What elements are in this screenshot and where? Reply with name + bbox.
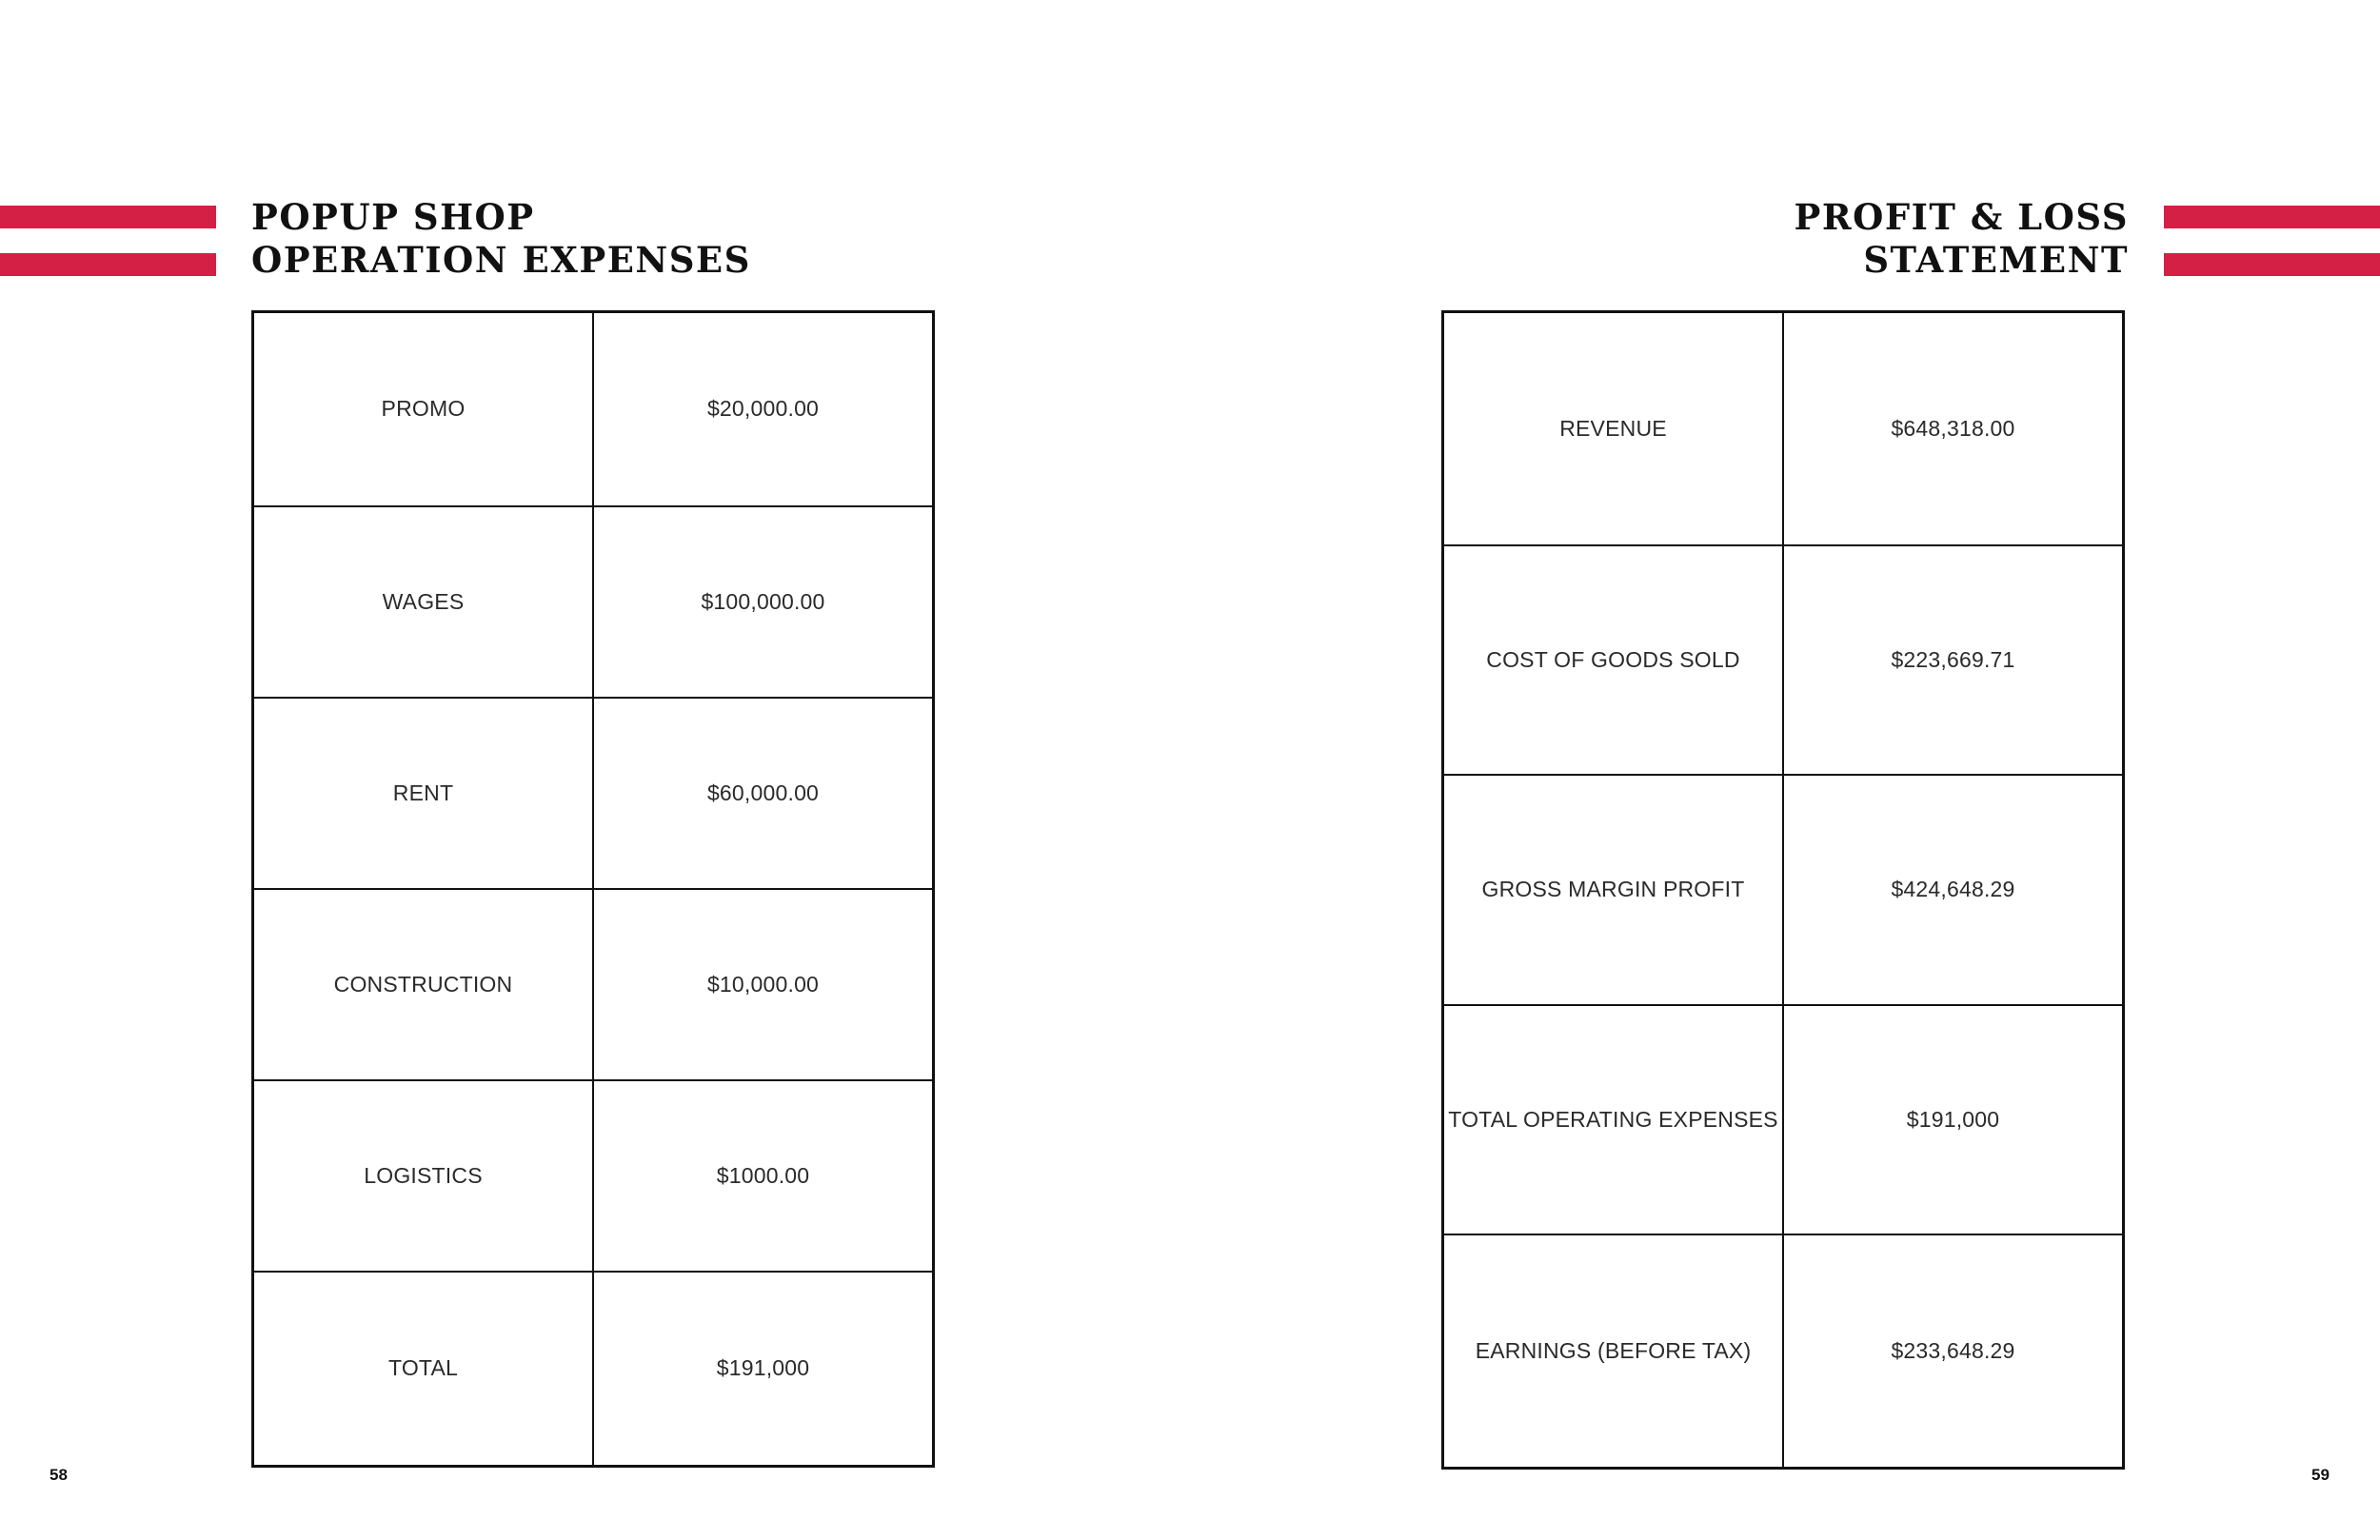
expense-amount: $1000.00	[593, 1080, 934, 1272]
left-page-title-line-2: OPERATION EXPENSES	[251, 239, 751, 281]
left-accent-stripe-bottom	[0, 253, 216, 276]
statement-amount: $223,669.71	[1783, 545, 2124, 775]
statement-label: REVENUE	[1443, 312, 1784, 545]
table-row	[1443, 1234, 2124, 1469]
right-page-number: 59	[2311, 1466, 2330, 1484]
left-accent-stripe-top	[0, 206, 216, 228]
expense-total-label: TOTAL	[253, 1272, 594, 1467]
right-accent-stripe-bottom	[2164, 253, 2380, 276]
statement-label: TOTAL OPERATING EXPENSES	[1443, 1005, 1784, 1234]
table-row	[253, 506, 934, 698]
expense-total-amount: $191,000	[593, 1272, 934, 1467]
profit-loss-table	[1441, 310, 2125, 1470]
table-row	[253, 1080, 934, 1272]
table-row	[1443, 1005, 2124, 1234]
expense-label: PROMO	[253, 312, 594, 506]
expense-label: CONSTRUCTION	[253, 889, 594, 1080]
table-row	[1443, 545, 2124, 775]
expense-amount: $10,000.00	[593, 889, 934, 1080]
table-row	[253, 312, 934, 506]
statement-amount: $233,648.29	[1783, 1234, 2124, 1469]
table-row	[1443, 775, 2124, 1004]
right-page-title	[1795, 196, 2129, 282]
expense-label: WAGES	[253, 506, 594, 698]
expense-amount: $100,000.00	[593, 506, 934, 698]
statement-amount: $191,000	[1783, 1005, 2124, 1234]
expense-amount: $20,000.00	[593, 312, 934, 506]
expense-amount: $60,000.00	[593, 698, 934, 889]
table-row	[253, 1272, 934, 1467]
right-accent-stripe-top	[2164, 206, 2380, 228]
statement-label: GROSS MARGIN PROFIT	[1443, 775, 1784, 1004]
statement-label: EARNINGS (BEFORE TAX)	[1443, 1234, 1784, 1469]
left-page-title-line-1: POPUP SHOP	[251, 196, 535, 238]
statement-label: COST OF GOODS SOLD	[1443, 545, 1784, 775]
table-row	[253, 698, 934, 889]
right-page-title-line-2: STATEMENT	[1863, 239, 2129, 281]
left-page-number: 58	[50, 1466, 68, 1484]
right-page-title-line-1: PROFIT & LOSS	[1794, 196, 2129, 238]
left-page-title	[251, 196, 751, 282]
table-row	[1443, 312, 2124, 545]
statement-amount: $648,318.00	[1783, 312, 2124, 545]
expense-label: LOGISTICS	[253, 1080, 594, 1272]
expense-label: RENT	[253, 698, 594, 889]
operation-expenses-table	[251, 310, 935, 1468]
table-row	[253, 889, 934, 1080]
statement-amount: $424,648.29	[1783, 775, 2124, 1004]
